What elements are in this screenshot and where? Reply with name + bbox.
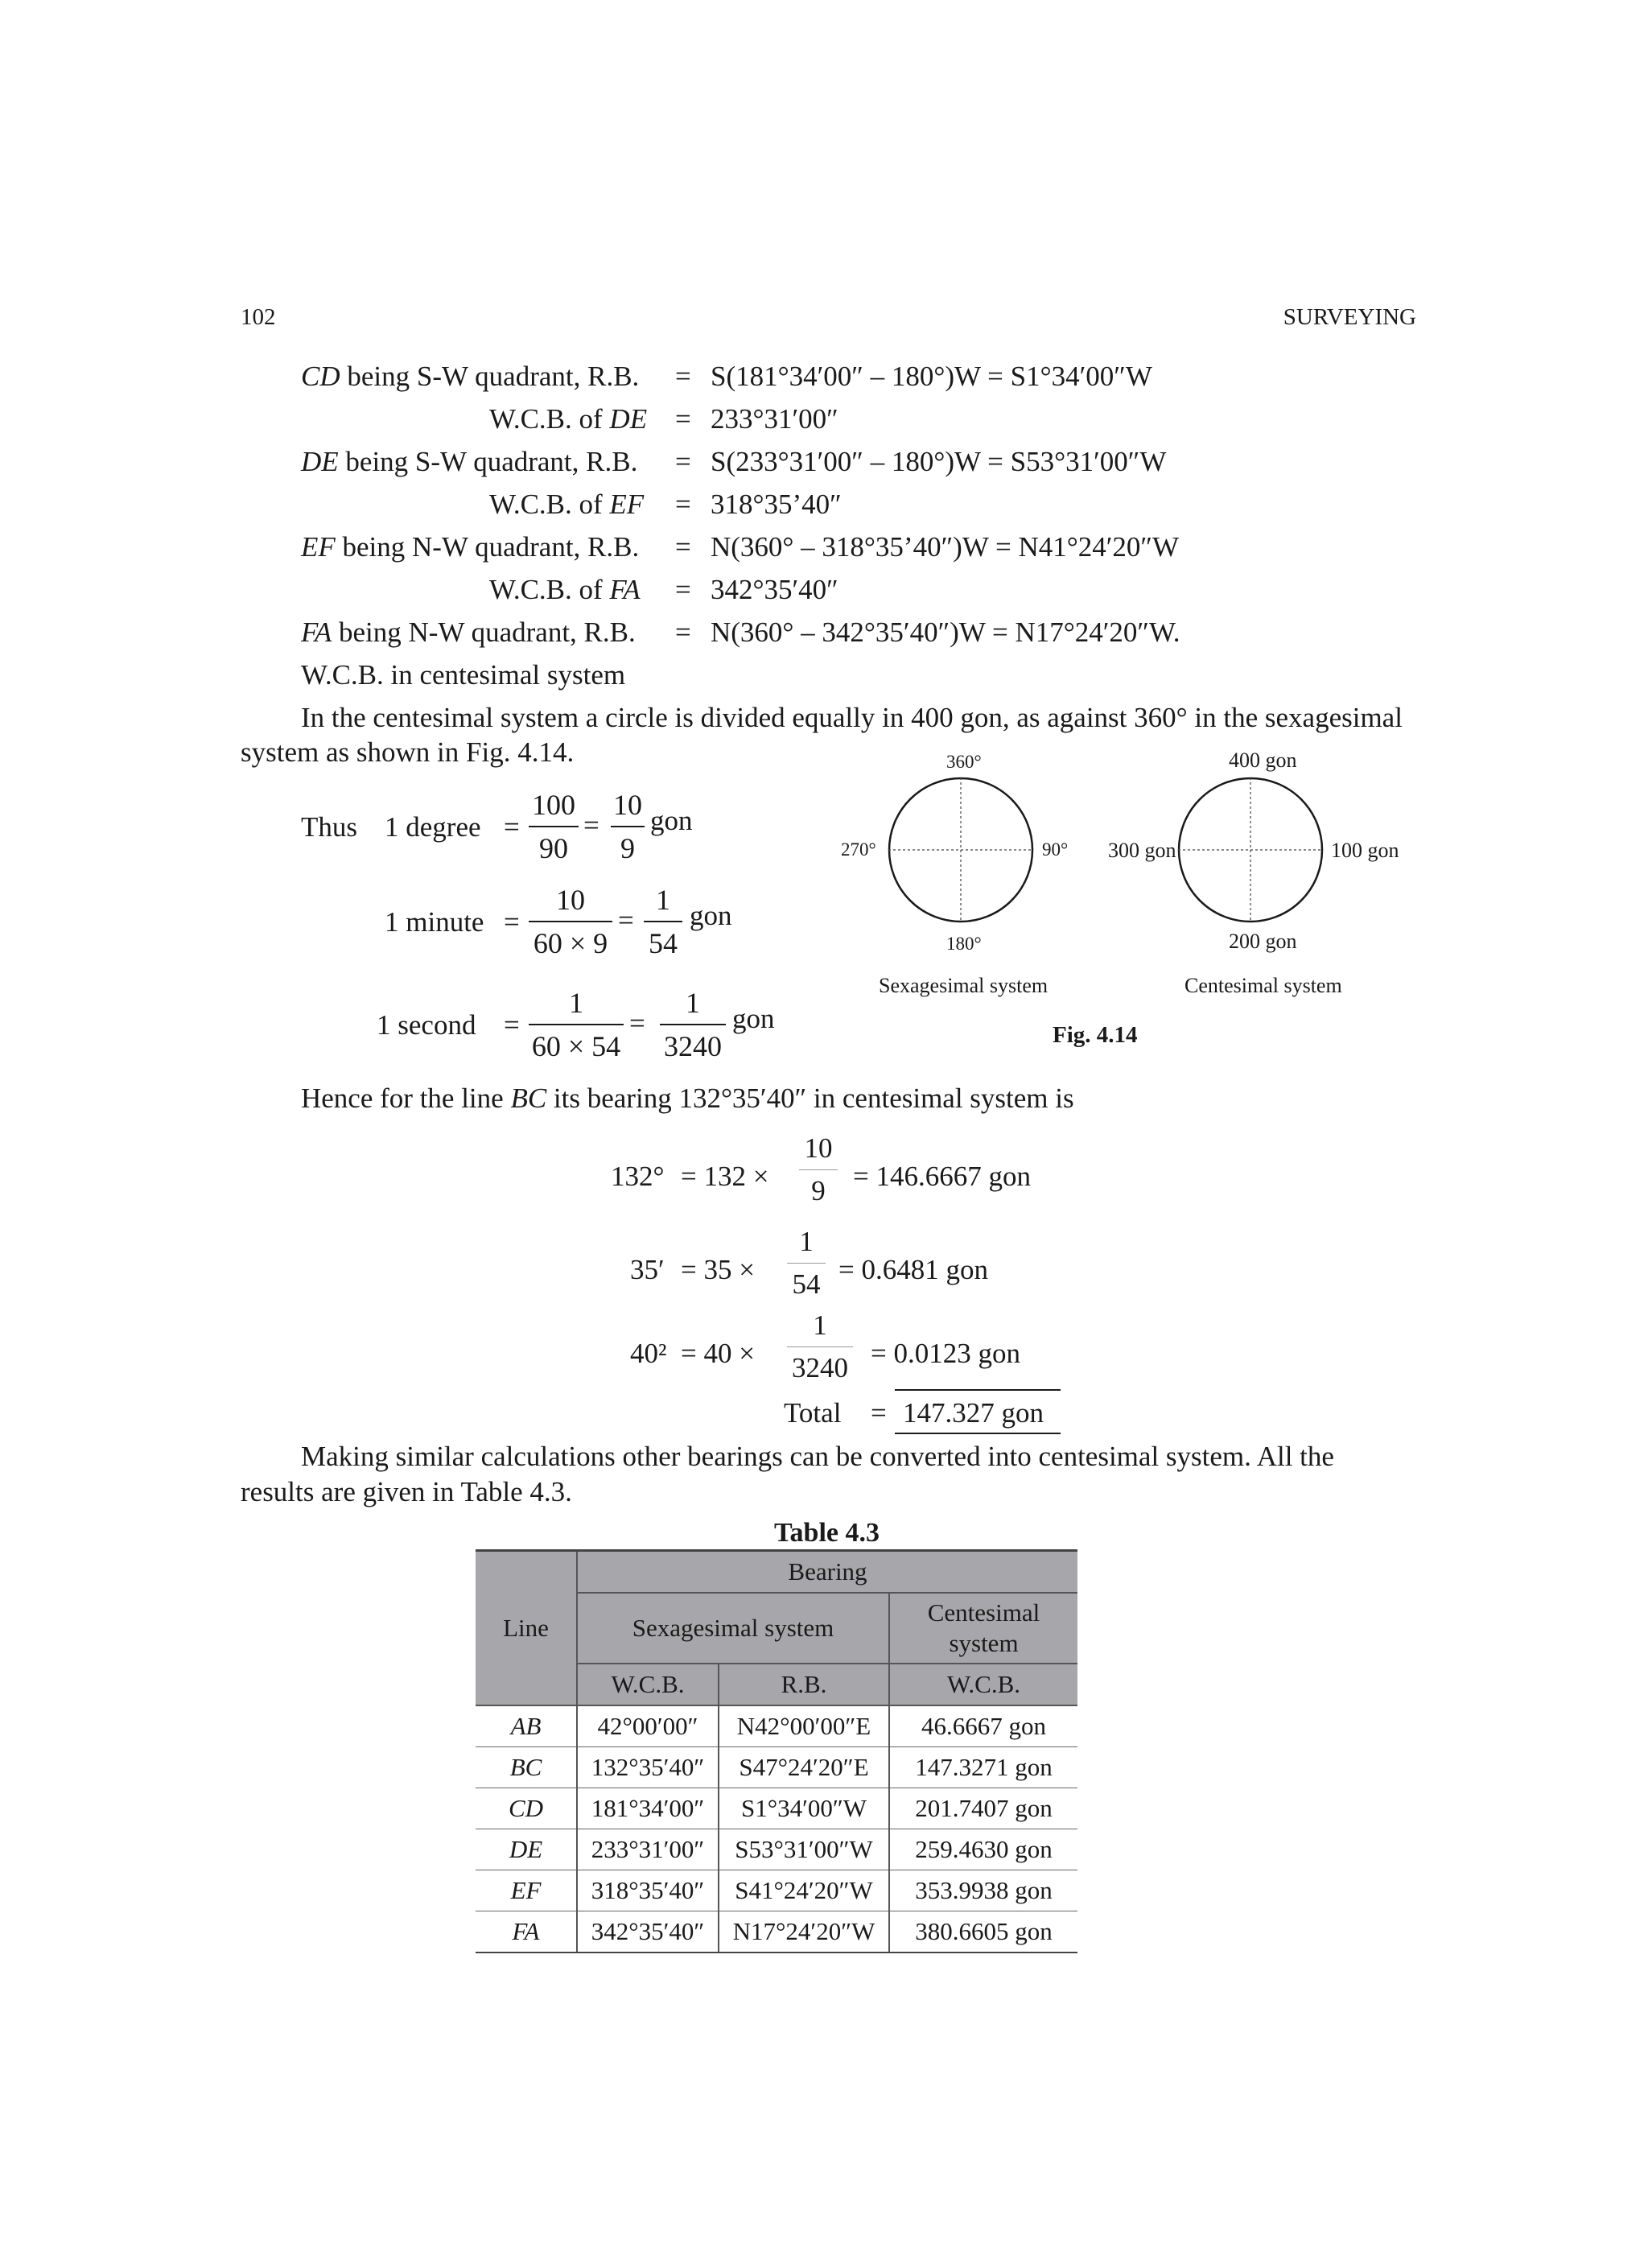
section-title: W.C.B. in centesimal system <box>301 659 626 691</box>
calc-deg-result: = 146.6667 gon <box>853 1161 1031 1192</box>
subheader-rb: R.B. <box>719 1664 889 1705</box>
cell-wcb: 132°35′40″ <box>577 1747 719 1788</box>
fraction: 1 3240 <box>787 1308 853 1386</box>
degree-label: 1 degree <box>385 811 481 843</box>
bearing-line-de: DE being S-W quadrant, R.B. <box>301 446 638 477</box>
bearing-eq: = <box>675 531 691 563</box>
eq-sign: = <box>583 810 599 841</box>
table-row <box>476 1870 1077 1911</box>
eq-sign: = <box>504 906 520 938</box>
cell-rb: S41°24′20″W <box>719 1870 889 1911</box>
cell-wcb: 181°34′00″ <box>577 1788 719 1829</box>
wcb-line-fa: W.C.B. of FA <box>489 574 641 605</box>
thus-label: Thus <box>301 811 357 843</box>
bearing-eq: = <box>675 489 691 520</box>
sexagesimal-circle <box>888 777 1033 922</box>
table-caption: Table 4.3 <box>774 1518 880 1548</box>
total-underline <box>895 1433 1061 1434</box>
centesimal-circle <box>1178 777 1323 922</box>
bearing-table <box>476 1549 1077 1953</box>
cell-line: AB <box>476 1705 577 1747</box>
fraction: 100 90 <box>529 787 579 866</box>
unit-gon: gon <box>732 1003 775 1034</box>
label-200-gon: 200 gon <box>1229 930 1297 953</box>
caption-centesimal: Centesimal system <box>1184 974 1342 997</box>
label-180: 180° <box>946 934 982 954</box>
table-row <box>476 1747 1077 1788</box>
closing-line-1: Making similar calculations other bearings can be converted into centesimal system. All the <box>301 1441 1334 1472</box>
calc-deg-mult: = 132 × <box>681 1161 769 1192</box>
caption-sexagesimal: Sexagesimal system <box>879 974 1049 997</box>
cell-centesimal: 380.6605 gon <box>889 1911 1077 1953</box>
total-label: Total <box>784 1397 842 1429</box>
bearing-value: 233°31′00″ <box>711 403 838 435</box>
table-row <box>476 1788 1077 1829</box>
wcb-line-de: W.C.B. of DE <box>489 403 648 435</box>
cell-line: BC <box>476 1747 577 1788</box>
eq-sign: = <box>618 905 634 936</box>
calc-min-mult: = 35 × <box>681 1254 755 1285</box>
cell-rb: S53°31′00″W <box>719 1829 889 1870</box>
bearing-eq: = <box>675 403 691 435</box>
intro-line-1: In the centesimal system a circle is divided equally in 400 gon, as against 360° in the sexagesimal <box>301 702 1403 733</box>
second-label: 1 second <box>377 1009 476 1041</box>
label-360: 360° <box>946 752 982 772</box>
cell-wcb: 318°35′40″ <box>577 1870 719 1911</box>
bearing-value: 318°35’40″ <box>711 489 842 520</box>
label-400-gon: 400 gon <box>1229 748 1297 772</box>
intro-line-2: system as shown in Fig. 4.14. <box>241 736 575 768</box>
bearing-value: S(181°34′00″ – 180°)W = S1°34′00″W <box>711 361 1152 392</box>
bearing-eq: = <box>675 446 691 477</box>
subheader-wcb-centesimal: W.C.B. <box>889 1664 1077 1705</box>
table-row <box>476 1705 1077 1747</box>
cell-rb: S1°34′00″W <box>719 1788 889 1829</box>
calc-min-result: = 0.6481 gon <box>838 1254 988 1285</box>
closing-line-2: results are given in Table 4.3. <box>241 1476 572 1507</box>
cell-rb: S47°24′20″E <box>719 1747 889 1788</box>
bearing-eq: = <box>675 361 691 392</box>
eq-sign: = <box>629 1008 645 1039</box>
calc-sec-lhs: 40² <box>630 1338 667 1369</box>
unit-gon: gon <box>650 805 693 836</box>
cell-centesimal: 353.9938 gon <box>889 1870 1077 1911</box>
sum-rule <box>895 1389 1061 1391</box>
cell-wcb: 233°31′00″ <box>577 1829 719 1870</box>
cell-centesimal: 259.4630 gon <box>889 1829 1077 1870</box>
cell-wcb: 342°35′40″ <box>577 1911 719 1953</box>
fraction: 10 9 <box>611 787 645 866</box>
label-90: 90° <box>1042 839 1069 860</box>
bearing-eq: = <box>675 616 691 648</box>
bearing-value: N(360° – 318°35’40″)W = N41°24′20″W <box>711 531 1179 563</box>
fraction: 1 54 <box>644 882 682 961</box>
figure-4-14 <box>837 740 1416 1046</box>
total-eq: = <box>871 1397 887 1429</box>
table-row <box>476 1911 1077 1953</box>
subheader-wcb: W.C.B. <box>577 1664 719 1705</box>
cell-centesimal: 46.6667 gon <box>889 1705 1077 1747</box>
header-line: Line <box>476 1551 577 1706</box>
cell-centesimal: 201.7407 gon <box>889 1788 1077 1829</box>
header-centesimal: Centesimal system <box>889 1593 1077 1664</box>
cell-line: FA <box>476 1911 577 1953</box>
table-row <box>476 1829 1077 1870</box>
bearing-value: 342°35′40″ <box>711 574 838 605</box>
cell-line: DE <box>476 1829 577 1870</box>
bearing-value: S(233°31′00″ – 180°)W = S53°31′00″W <box>711 446 1167 477</box>
bearing-eq: = <box>675 574 691 605</box>
cell-line: EF <box>476 1870 577 1911</box>
header-sexagesimal: Sexagesimal system <box>577 1593 889 1664</box>
bearing-line-cd: CD being S-W quadrant, R.B. <box>301 361 640 392</box>
label-270: 270° <box>841 839 876 860</box>
cell-rb: N17°24′20″W <box>719 1911 889 1953</box>
minute-label: 1 minute <box>385 906 484 938</box>
page-number: 102 <box>241 304 276 330</box>
label-100-gon: 100 gon <box>1331 839 1399 862</box>
wcb-line-ef: W.C.B. of EF <box>489 489 645 520</box>
cell-line: CD <box>476 1788 577 1829</box>
eq-sign: = <box>504 1009 520 1041</box>
fraction: 1 60 × 54 <box>529 985 624 1064</box>
running-title: SURVEYING <box>1283 304 1416 330</box>
figure-caption: Fig. 4.14 <box>1053 1022 1138 1048</box>
total-value: 147.327 gon <box>903 1397 1044 1429</box>
fraction: 10 9 <box>799 1131 838 1209</box>
fraction: 1 3240 <box>660 985 726 1064</box>
eq-sign: = <box>504 811 520 843</box>
cell-centesimal: 147.3271 gon <box>889 1747 1077 1788</box>
cell-wcb: 42°00′00″ <box>577 1705 719 1747</box>
calc-min-lhs: 35′ <box>630 1254 665 1285</box>
calc-sec-result: = 0.0123 gon <box>871 1338 1020 1369</box>
bearing-line-ef: EF being N-W quadrant, R.B. <box>301 531 640 563</box>
calc-deg-lhs: 132° <box>611 1161 665 1192</box>
fraction: 1 54 <box>787 1224 826 1302</box>
calc-sec-mult: = 40 × <box>681 1338 755 1369</box>
unit-gon: gon <box>690 900 732 931</box>
bearing-line-fa: FA being N-W quadrant, R.B. <box>301 616 636 648</box>
hence-text: Hence for the line BC its bearing 132°35′40″ in centesimal system is <box>301 1082 1074 1114</box>
header-bearing: Bearing <box>577 1551 1077 1594</box>
cell-rb: N42°00′00″E <box>719 1705 889 1747</box>
bearing-value: N(360° – 342°35′40″)W = N17°24′20″W. <box>711 616 1180 648</box>
label-300-gon: 300 gon <box>1108 839 1176 862</box>
fraction: 10 60 × 9 <box>529 882 612 961</box>
